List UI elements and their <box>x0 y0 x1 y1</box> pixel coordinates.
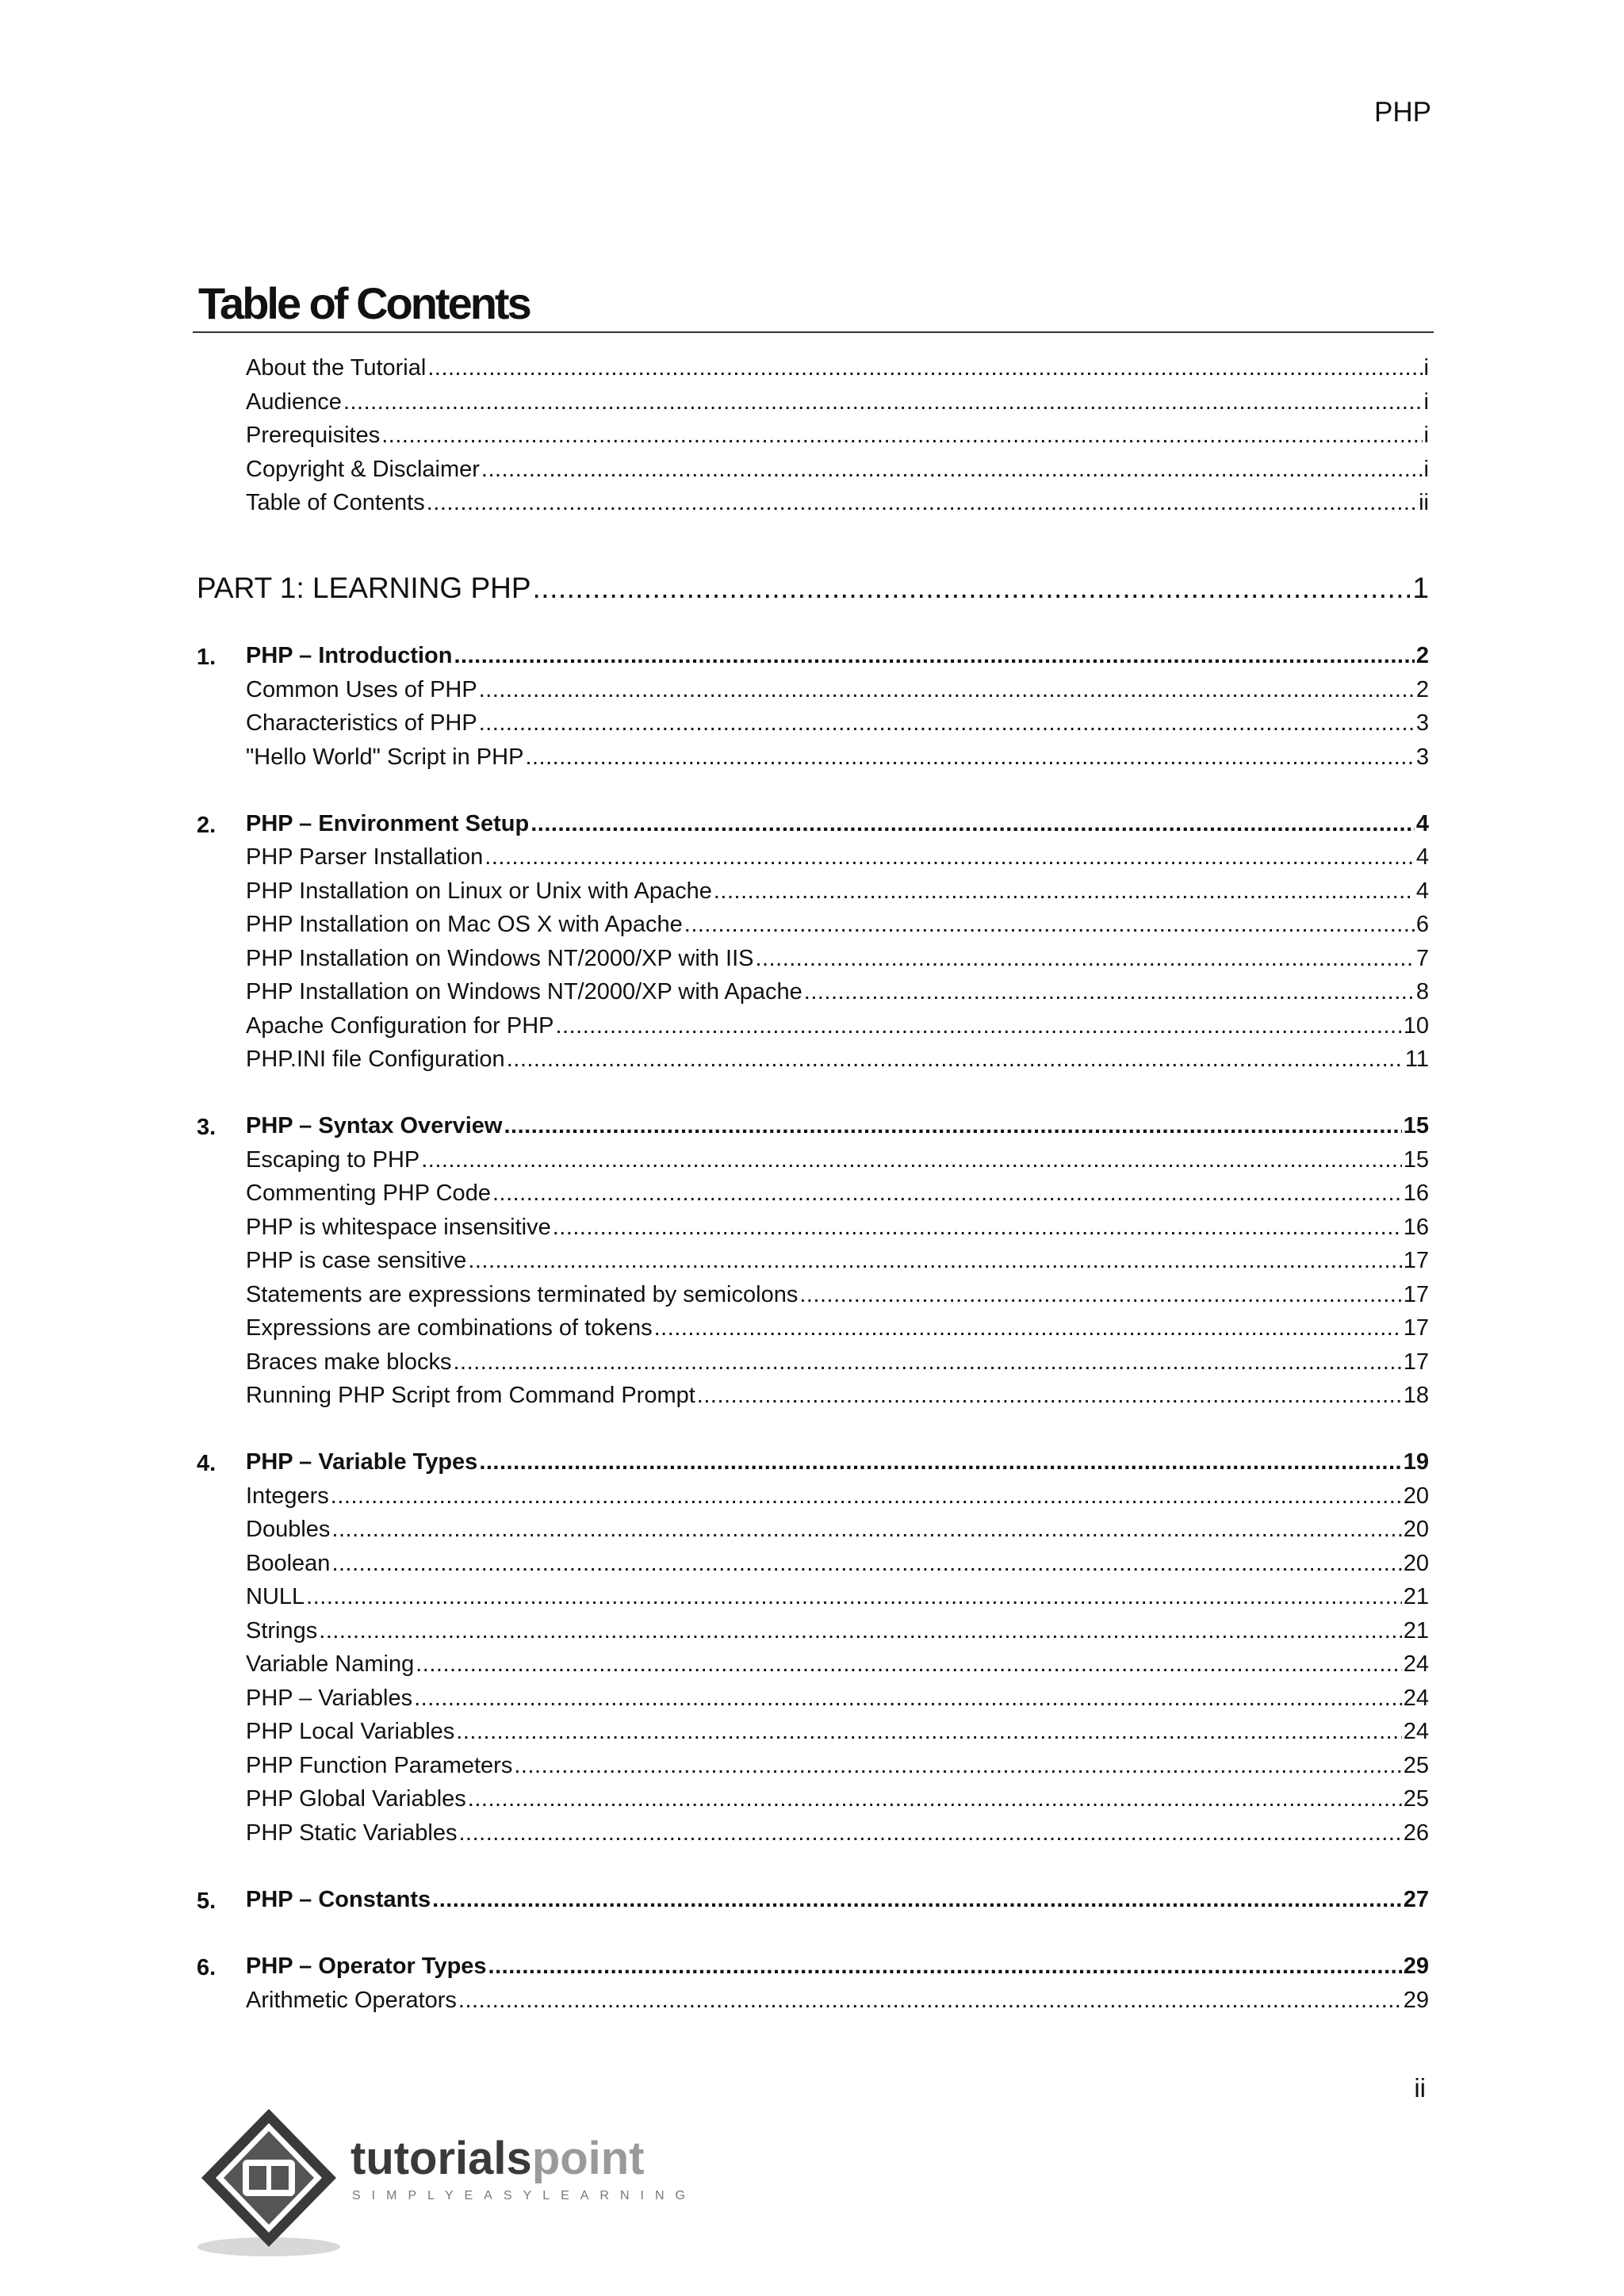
title-rule <box>193 331 1434 333</box>
toc-entry-page: 25 <box>1403 1786 1429 1812</box>
toc-entry[interactable] <box>246 1249 1429 1272</box>
toc-entry-page: i <box>1423 388 1429 415</box>
chapter-number: 1. <box>197 645 216 670</box>
toc-part-entry[interactable] <box>197 573 1429 603</box>
toc-entry-text: PHP Parser Installation <box>246 844 484 871</box>
dot-leader <box>479 1451 1401 1474</box>
toc-entry-page: 24 <box>1403 1685 1429 1711</box>
dot-leader <box>331 1518 1401 1541</box>
toc-chapter-entry-text: PHP – Syntax Overview <box>246 1113 503 1139</box>
page-header-label: PHP <box>1374 97 1431 128</box>
toc-entry[interactable] <box>246 746 1429 769</box>
toc-entry-text: Arithmetic Operators <box>246 1987 457 2013</box>
toc-entry[interactable] <box>246 1012 1429 1039</box>
toc-entry-page: 25 <box>1403 1752 1429 1778</box>
toc-part-entry-text: PART 1: LEARNING PHP <box>197 572 531 604</box>
logo-graphic <box>193 2103 701 2261</box>
toc-entry-page: ii <box>1419 490 1429 515</box>
dot-leader <box>331 1485 1402 1508</box>
toc-entry-text: Characteristics of PHP <box>246 710 477 736</box>
toc-entry-page: 26 <box>1403 1820 1429 1846</box>
toc-entry[interactable] <box>246 388 1429 415</box>
toc-entry-text: PHP.INI file Configuration <box>246 1047 505 1073</box>
toc-chapter-entry[interactable] <box>246 1955 1429 1978</box>
toc-chapter-entry-text: PHP – Constants <box>246 1887 431 1913</box>
toc-entry[interactable] <box>246 492 1429 515</box>
toc-entry-page: i <box>1423 456 1429 482</box>
dot-leader <box>343 391 1423 414</box>
toc-chapter-entry[interactable] <box>246 645 1429 668</box>
toc-chapter-entry[interactable] <box>246 1451 1429 1474</box>
toc-chapter-entry-text: PHP – Introduction <box>246 643 453 668</box>
dot-leader <box>331 1552 1401 1575</box>
toc-entry-text: Copyright & Disclaimer <box>246 456 480 482</box>
toc-entry-text: Expressions are combinations of tokens <box>246 1315 653 1341</box>
toc-entry[interactable] <box>246 1048 1429 1071</box>
dot-leader <box>488 1955 1402 1978</box>
toc-entry-text: Integers <box>246 1483 329 1509</box>
toc-entry-page: 24 <box>1403 1651 1429 1678</box>
toc-entry[interactable] <box>246 1351 1429 1374</box>
dot-leader <box>414 1687 1402 1710</box>
dot-leader <box>416 1653 1402 1676</box>
dot-leader <box>684 913 1415 936</box>
toc-part-entry-page: 1 <box>1412 572 1429 604</box>
dot-leader <box>458 1989 1402 2012</box>
toc-entry[interactable] <box>246 1822 1429 1845</box>
dot-leader <box>504 1115 1401 1138</box>
toc-entry[interactable] <box>246 458 1429 481</box>
toc-chapter-entry-page: 4 <box>1415 810 1429 836</box>
toc-entry[interactable] <box>246 880 1429 903</box>
toc-entry[interactable] <box>246 1617 1429 1644</box>
dot-leader <box>697 1384 1402 1407</box>
toc-entry[interactable] <box>246 1518 1429 1541</box>
toc-chapter-entry-text: PHP – Environment Setup <box>246 810 530 836</box>
toc-entry[interactable] <box>246 1485 1429 1508</box>
toc-entry-text: PHP is case sensitive <box>246 1248 467 1274</box>
toc-entry[interactable] <box>246 1216 1429 1239</box>
toc-entry-text: PHP is whitespace insensitive <box>246 1214 551 1240</box>
toc-entry[interactable] <box>246 1586 1429 1609</box>
toc-entry-page: 20 <box>1403 1483 1429 1509</box>
dot-leader <box>427 357 1422 380</box>
toc-chapter-entry-page: 19 <box>1403 1449 1429 1475</box>
dot-leader <box>525 746 1414 769</box>
dot-leader <box>381 424 1422 447</box>
toc-title: Table of Contents <box>198 278 530 328</box>
toc-entry[interactable] <box>246 1182 1429 1205</box>
toc-entry-text: PHP Global Variables <box>246 1786 466 1812</box>
chapter-number: 5. <box>197 1888 216 1915</box>
toc-chapter-entry-text: PHP – Operator Types <box>246 1954 487 1980</box>
toc-entry[interactable] <box>246 1788 1429 1811</box>
toc-entry-text: PHP Installation on Windows NT/2000/XP with Apache <box>246 979 802 1005</box>
toc-entry-page: 7 <box>1415 945 1429 971</box>
toc-entry-text: Table of Contents <box>246 490 425 515</box>
dot-leader <box>479 712 1415 735</box>
toc-entry-page: 3 <box>1415 710 1429 736</box>
toc-entry-text: Running PHP Script from Command Prompt <box>246 1383 695 1409</box>
toc-entry-text: PHP Installation on Mac OS X with Apache <box>246 912 683 938</box>
toc-entry[interactable] <box>246 947 1429 970</box>
dot-leader <box>319 1620 1401 1643</box>
toc-entry-text: Prerequisites <box>246 423 381 448</box>
dot-leader <box>468 1788 1402 1811</box>
toc-entry-page: 29 <box>1403 1987 1429 2013</box>
toc-entry-page: 4 <box>1415 878 1429 904</box>
dot-leader <box>306 1586 1402 1609</box>
toc-chapter-entry[interactable] <box>246 1888 1429 1911</box>
toc-entry-text: Variable Naming <box>246 1651 415 1678</box>
toc-entry-page: 18 <box>1403 1383 1429 1409</box>
dot-leader <box>456 1720 1401 1743</box>
toc-entry[interactable] <box>246 981 1429 1004</box>
toc-chapter-entry-page: 27 <box>1403 1887 1429 1913</box>
toc-entry-text: NULL <box>246 1584 305 1610</box>
toc-entry-page: 17 <box>1403 1281 1429 1307</box>
dot-leader <box>432 1888 1402 1911</box>
toc-entry-page: 16 <box>1403 1214 1429 1240</box>
toc-entry[interactable] <box>246 913 1429 936</box>
toc-entry-text: PHP Function Parameters <box>246 1752 513 1778</box>
toc-entry-page: 24 <box>1403 1719 1429 1745</box>
dot-leader <box>454 645 1414 668</box>
toc-entry-text: "Hello World" Script in PHP <box>246 744 524 770</box>
toc-entry[interactable] <box>246 846 1429 869</box>
toc-chapter-entry[interactable] <box>246 1115 1429 1138</box>
toc-entry[interactable] <box>246 424 1429 447</box>
dot-leader <box>507 1048 1404 1071</box>
toc-entry-text: Audience <box>246 388 342 415</box>
toc-entry-page: i <box>1423 423 1429 448</box>
toc-entry-text: Statements are expressions terminated by semicolons <box>246 1281 799 1307</box>
dot-leader <box>799 1284 1401 1307</box>
toc-entry-text: Common Uses of PHP <box>246 676 477 702</box>
dot-leader <box>714 880 1415 903</box>
chapter-number: 2. <box>197 812 216 838</box>
toc-entry-page: 3 <box>1415 744 1429 770</box>
toc-entry-text: Commenting PHP Code <box>246 1181 491 1207</box>
dot-leader <box>427 492 1417 515</box>
dot-leader <box>533 573 1411 603</box>
toc-entry-page: 20 <box>1403 1550 1429 1576</box>
dot-leader <box>459 1822 1402 1845</box>
toc-entry-page: 17 <box>1403 1248 1429 1274</box>
toc-chapter-entry[interactable] <box>246 810 1429 836</box>
toc-entry-text: PHP Local Variables <box>246 1719 455 1745</box>
toc-entry-page: 11 <box>1404 1047 1429 1073</box>
toc-entry-page: 21 <box>1403 1617 1429 1644</box>
dot-leader <box>485 846 1415 869</box>
chapter-number: 4. <box>197 1451 216 1477</box>
toc-entry-text: PHP Static Variables <box>246 1820 458 1846</box>
dot-leader <box>553 1216 1402 1239</box>
toc-entry-text: Strings <box>246 1617 318 1644</box>
toc-entry-text: Braces make blocks <box>246 1349 452 1375</box>
chapter-number: 3. <box>197 1115 216 1141</box>
toc-entry-text: PHP Installation on Windows NT/2000/XP with IIS <box>246 945 754 971</box>
dot-leader <box>530 813 1415 836</box>
toc-entry-page: 20 <box>1403 1517 1429 1543</box>
toc-entry-text: About the Tutorial <box>246 355 427 381</box>
toc-entry-text: Boolean <box>246 1550 331 1576</box>
toc-entry[interactable] <box>246 1281 1429 1307</box>
toc-chapter-entry-page: 2 <box>1415 643 1429 668</box>
toc-entry-text: Apache Configuration for PHP <box>246 1012 554 1039</box>
toc-entry-text: PHP Installation on Linux or Unix with Apache <box>246 878 712 904</box>
toc-entry[interactable] <box>246 1146 1429 1173</box>
toc-entry-page: 17 <box>1403 1315 1429 1341</box>
logo-tagline: SIMPLYEASYLEARNING <box>352 2189 696 2202</box>
toc-entry-page: 8 <box>1415 979 1429 1005</box>
dot-leader <box>468 1249 1401 1272</box>
toc-entry[interactable] <box>246 1653 1429 1676</box>
toc-entry-page: 16 <box>1403 1181 1429 1207</box>
toc-entry[interactable] <box>246 1989 1429 2012</box>
toc-entry-page: 21 <box>1403 1584 1429 1610</box>
tutorialspoint-logo <box>193 2103 701 2265</box>
toc-entry-page: i <box>1423 355 1429 381</box>
dot-leader <box>556 1015 1402 1038</box>
toc-entry[interactable] <box>246 676 1429 702</box>
dot-leader <box>514 1755 1401 1777</box>
toc-entry-page: 15 <box>1403 1146 1429 1173</box>
chapter-number: 6. <box>197 1955 216 1981</box>
logo-name: tutorialspoint <box>350 2133 645 2184</box>
toc-entry[interactable] <box>246 357 1429 380</box>
dot-leader <box>454 1351 1402 1374</box>
dot-leader <box>481 458 1423 481</box>
dot-leader <box>755 947 1414 970</box>
toc-entry[interactable] <box>246 1720 1429 1743</box>
toc-entry-page: 17 <box>1403 1349 1429 1375</box>
toc-entry-page: 2 <box>1415 676 1429 702</box>
dot-leader <box>804 981 1415 1004</box>
toc-entry[interactable] <box>246 712 1429 735</box>
toc-chapter-entry-page: 29 <box>1403 1954 1429 1980</box>
toc-chapter-entry-page: 15 <box>1403 1113 1429 1139</box>
footer-page-number: ii <box>1414 2073 1426 2103</box>
toc-entry-text: Doubles <box>246 1517 331 1543</box>
toc-entry-page: 10 <box>1403 1012 1429 1039</box>
toc-entry[interactable] <box>246 1752 1429 1778</box>
toc-entry[interactable] <box>246 1317 1429 1340</box>
toc-entry[interactable] <box>246 1687 1429 1710</box>
toc-entry[interactable] <box>246 1384 1429 1407</box>
dot-leader <box>654 1317 1402 1340</box>
toc-entry-page: 4 <box>1415 844 1429 871</box>
dot-leader <box>421 1149 1402 1172</box>
toc-entry[interactable] <box>246 1552 1429 1575</box>
dot-leader <box>492 1182 1402 1205</box>
dot-leader <box>479 679 1415 702</box>
toc-entry-page: 6 <box>1415 912 1429 938</box>
toc-entry-text: Escaping to PHP <box>246 1146 420 1173</box>
toc-chapter-entry-text: PHP – Variable Types <box>246 1449 478 1475</box>
toc-entry-text: PHP – Variables <box>246 1685 413 1711</box>
